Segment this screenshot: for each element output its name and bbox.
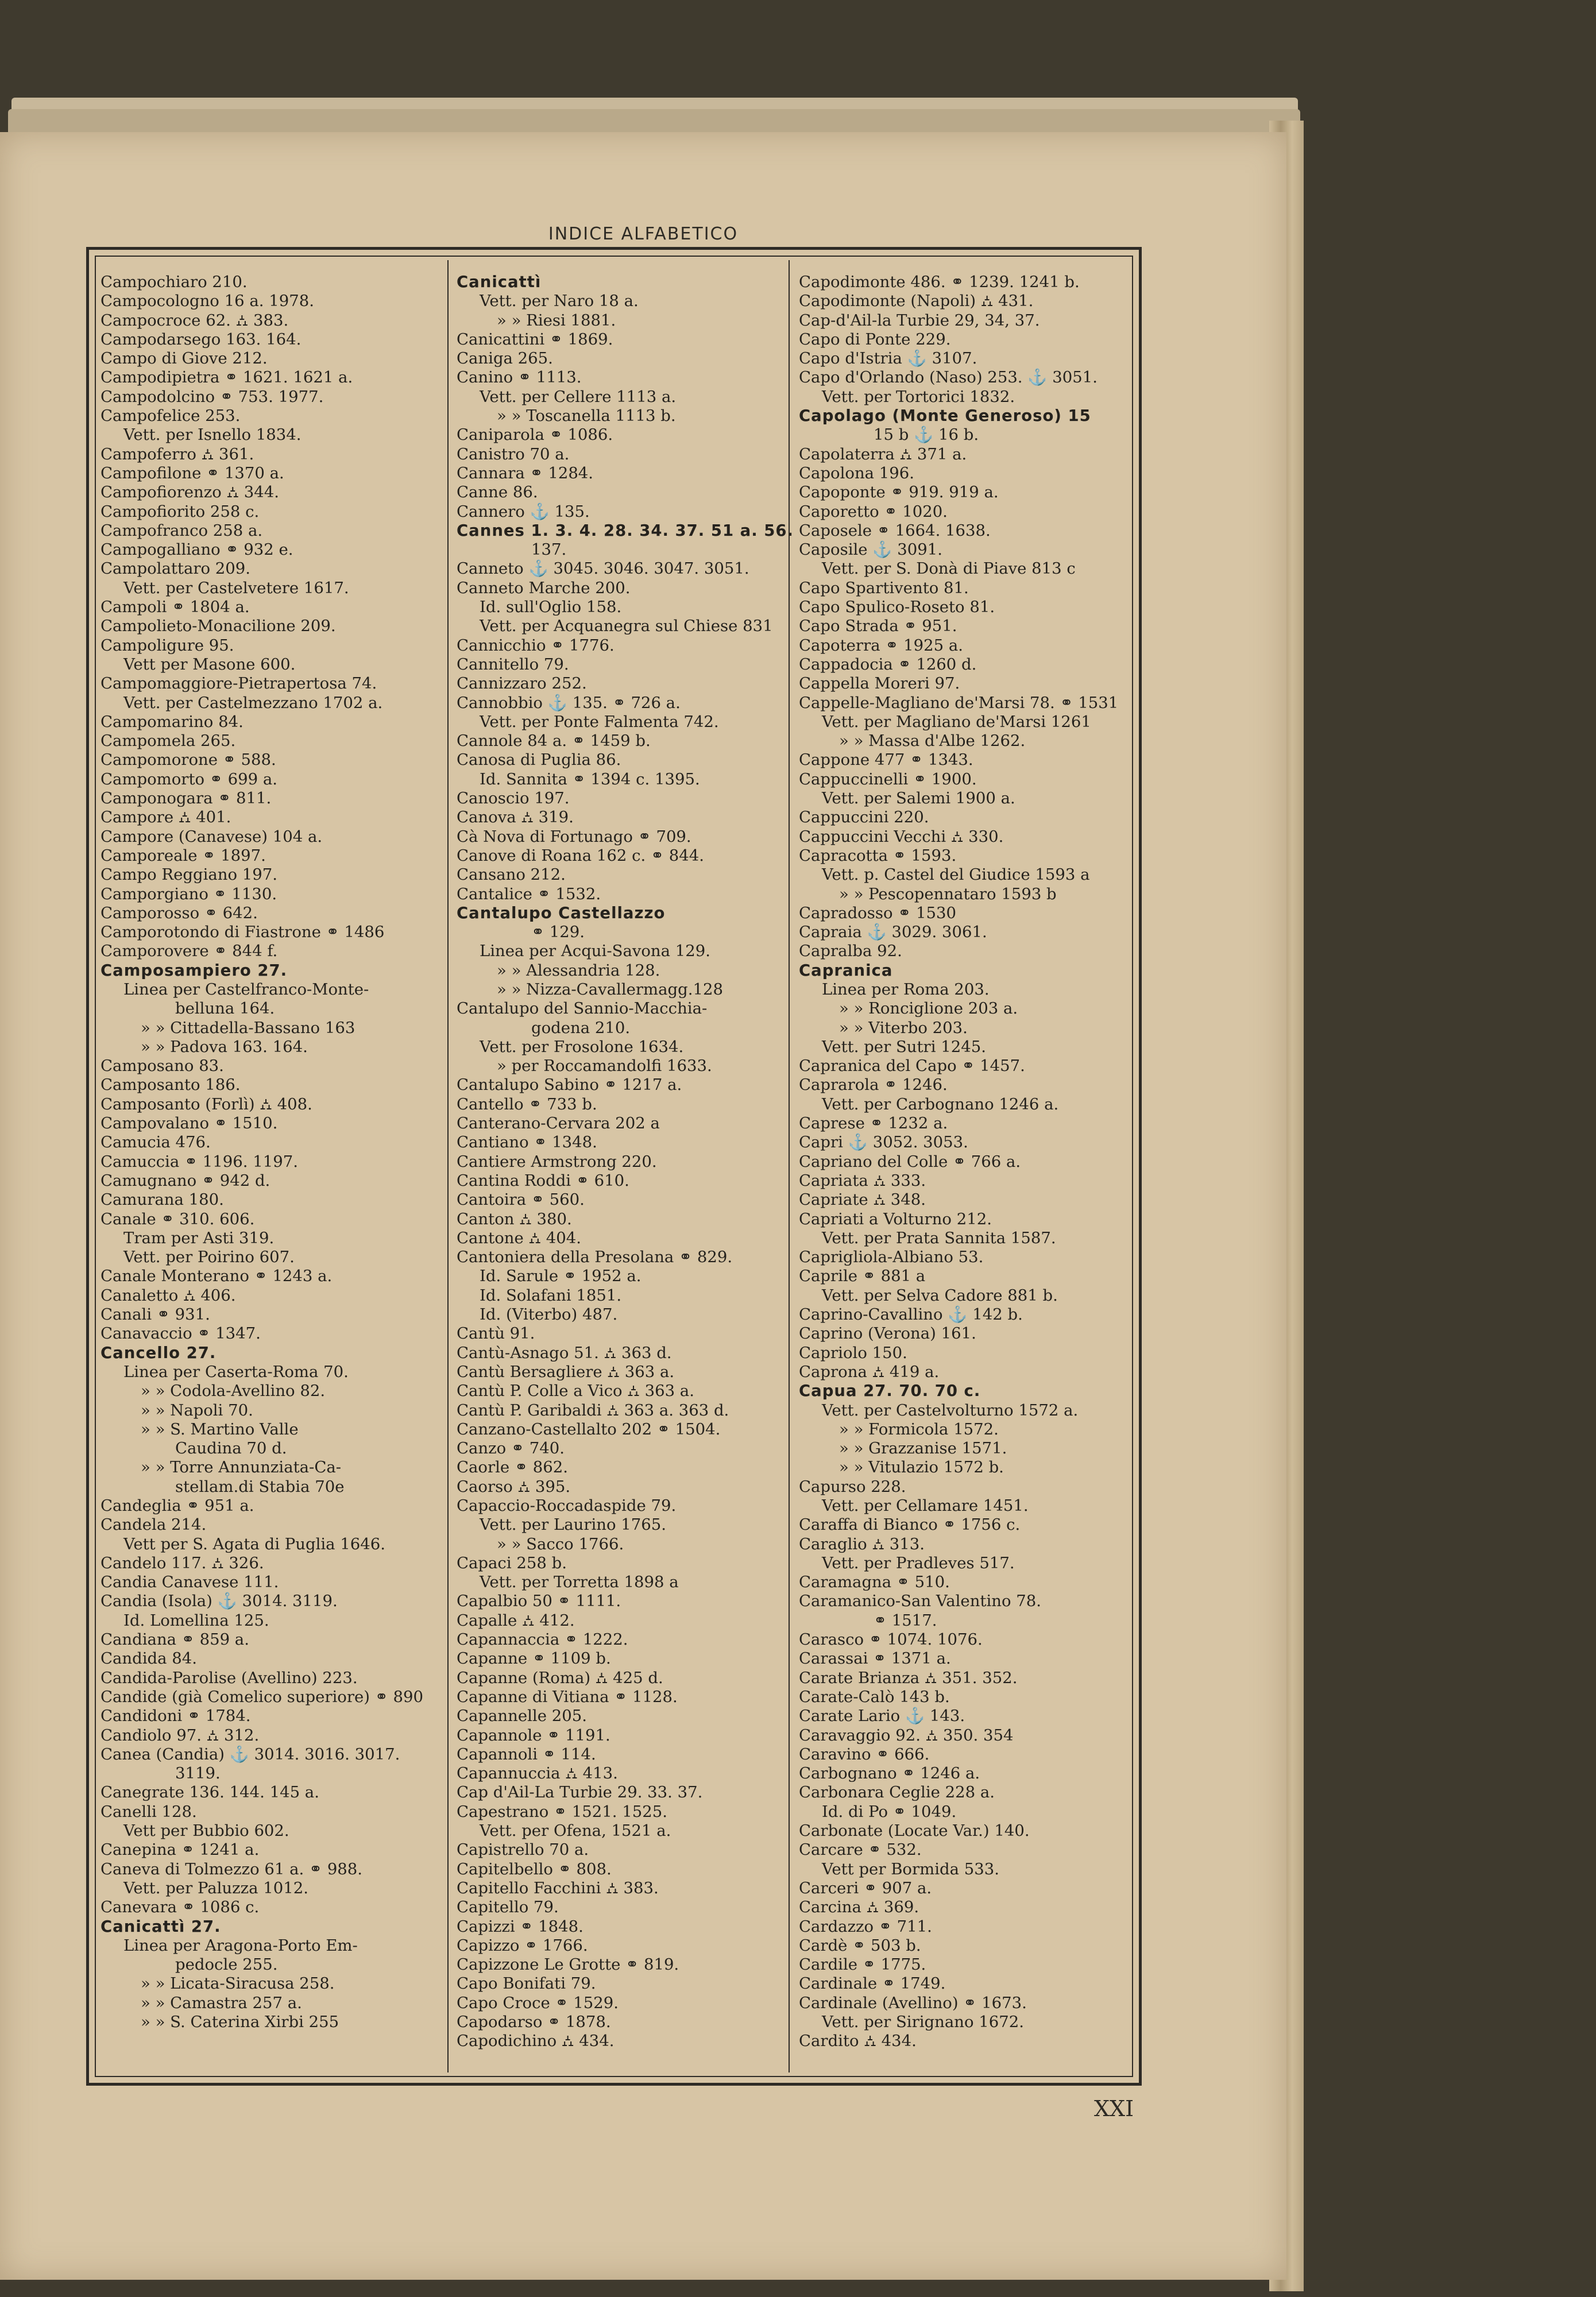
- index-entry: » » Camastra 257 a.: [141, 1993, 302, 2012]
- index-entry: Tram per Asti 319.: [123, 1228, 275, 1247]
- index-entry: ⚭ 129.: [531, 923, 585, 942]
- index-entry: Carate Brianza ⛼ 351. 352.: [799, 1668, 1018, 1687]
- index-entry: » » Sacco 1766.: [497, 1534, 624, 1553]
- index-entry: Candiolo 97. ⛼ 312.: [101, 1726, 260, 1745]
- index-entry: Caporetto ⚭ 1020.: [799, 502, 948, 521]
- index-entry: Vett. p. Castel del Giudice 1593 a: [822, 865, 1090, 884]
- index-entry: Capitello 79.: [457, 1898, 559, 1917]
- index-entry: Canton ⛼ 380.: [457, 1209, 572, 1228]
- index-entry: Camposano 83.: [101, 1057, 224, 1076]
- index-entry: Campodolcino ⚭ 753. 1977.: [101, 387, 324, 406]
- index-entry: Capri ⚓ 3052. 3053.: [799, 1133, 968, 1152]
- index-entry: Candide (già Comelico superiore) ⚭ 890: [101, 1687, 424, 1706]
- index-entry: Vett. per Cellere 1113 a.: [480, 387, 677, 406]
- index-entry: Capizzo ⚭ 1766.: [457, 1936, 588, 1955]
- index-entry: » » Vitulazio 1572 b.: [839, 1458, 1004, 1477]
- index-entry: » » Ronciglione 203 a.: [839, 999, 1018, 1018]
- index-entry: Canaletto ⛼ 406.: [101, 1286, 236, 1305]
- index-entry: Cantù P. Colle a Vico ⛼ 363 a.: [457, 1382, 694, 1401]
- index-entry: Caprino-Cavallino ⚓ 142 b.: [799, 1305, 1023, 1324]
- index-entry: Campofiorenzo ⛼ 344.: [101, 483, 280, 502]
- index-entry: Camporosso ⚭ 642.: [101, 903, 258, 922]
- index-entry: Capo Strada ⚭ 951.: [799, 617, 957, 636]
- index-entry: Vett. per Tortorici 1832.: [822, 387, 1015, 406]
- index-entry: » » S. Caterina Xirbi 255: [141, 2013, 339, 2032]
- index-entry: Cardè ⚭ 503 b.: [799, 1936, 921, 1955]
- index-entry: Linea per Caserta-Roma 70.: [123, 1362, 349, 1381]
- index-entry: Canzano-Castellalto 202 ⚭ 1504.: [457, 1420, 721, 1438]
- index-entry: Caudina 70 d.: [175, 1439, 287, 1458]
- index-entry: Canino ⚭ 1113.: [457, 368, 582, 387]
- index-entry: Cantalupo Castellazzo: [457, 903, 666, 922]
- index-entry: Capolaterra ⛼ 371 a.: [799, 444, 967, 463]
- index-entry: Vett. per Selva Cadore 881 b.: [822, 1286, 1058, 1305]
- index-entry: Cappuccini 220.: [799, 808, 929, 827]
- index-entry: » » Pescopennataro 1593 b: [839, 884, 1057, 903]
- index-entry: Cantù P. Garibaldi ⛼ 363 a. 363 d.: [457, 1401, 729, 1420]
- index-entry: Cannara ⚭ 1284.: [457, 463, 594, 482]
- index-entry: Campolattaro 209.: [101, 559, 251, 578]
- index-entry: » » Torre Annunziata-Ca-: [141, 1458, 342, 1477]
- index-entry: Id. Lomellina 125.: [123, 1611, 269, 1630]
- index-entry: Vett. per Carbognano 1246 a.: [822, 1095, 1059, 1113]
- index-entry: Capolona 196.: [799, 463, 915, 482]
- index-entry: Vett. per Castelvetere 1617.: [123, 578, 349, 597]
- index-entry: Vett. per Ofena, 1521 a.: [480, 1822, 671, 1840]
- index-entry: Canneto ⚓ 3045. 3046. 3047. 3051.: [457, 559, 749, 578]
- index-entry: Cap-d'Ail-la Turbie 29, 34, 37.: [799, 311, 1040, 330]
- index-entry: Campocologno 16 a. 1978.: [101, 292, 314, 311]
- index-entry: Cappelle-Magliano de'Marsi 78. ⚭ 1531: [799, 693, 1119, 712]
- index-entry: Capracotta ⚭ 1593.: [799, 846, 957, 865]
- index-entry: Canterano-Cervara 202 a: [457, 1114, 660, 1133]
- index-entry: Cappuccini Vecchi ⛼ 330.: [799, 827, 1004, 846]
- index-entry: Caprese ⚭ 1232 a.: [799, 1114, 948, 1133]
- index-entry: Vett. per Pradleves 517.: [822, 1553, 1015, 1572]
- index-entry: Campomela 265.: [101, 732, 236, 751]
- index-entry: Campovalano ⚭ 1510.: [101, 1114, 278, 1133]
- index-entry: » » Viterbo 203.: [839, 1018, 968, 1037]
- index-entry: Vett. per Torretta 1898 a: [480, 1573, 679, 1592]
- index-entry: Caraffa di Bianco ⚭ 1756 c.: [799, 1515, 1021, 1534]
- index-entry: Campore ⛼ 401.: [101, 808, 231, 827]
- index-entry: Capriolo 150.: [799, 1343, 907, 1362]
- index-entry: Capanne ⚭ 1109 b.: [457, 1649, 611, 1668]
- index-entry: Cancello 27.: [101, 1343, 217, 1362]
- index-entry: Carasco ⚭ 1074. 1076.: [799, 1630, 983, 1649]
- index-entry: Vett. per Poirino 607.: [123, 1248, 295, 1267]
- index-entry: Capodarso ⚭ 1878.: [457, 2013, 611, 2032]
- index-entry: Capriate ⛼ 348.: [799, 1190, 926, 1209]
- index-entry: Capitello Facchini ⛼ 383.: [457, 1878, 659, 1897]
- index-entry: Caorle ⚭ 862.: [457, 1458, 568, 1477]
- index-entry: Vett. per Castelvolturno 1572 a.: [822, 1401, 1079, 1420]
- index-entry: Camporotondo di Fiastrone ⚭ 1486: [101, 923, 385, 942]
- index-entry: Candiana ⚭ 859 a.: [101, 1630, 249, 1649]
- index-entry: Canosa di Puglia 86.: [457, 751, 621, 769]
- index-entry: » » Riesi 1881.: [497, 311, 616, 330]
- index-entry: Canova ⛼ 319.: [457, 808, 574, 827]
- index-entry: Cantalupo del Sannio-Macchia-: [457, 999, 708, 1018]
- index-entry: Capradosso ⚭ 1530: [799, 903, 957, 922]
- index-entry: Campomorto ⚭ 699 a.: [101, 769, 277, 788]
- index-entry: Capodimonte (Napoli) ⛼ 431.: [799, 292, 1034, 311]
- index-entry: Capriata ⛼ 333.: [799, 1171, 926, 1190]
- index-entry: Vett per Bormida 533.: [822, 1859, 999, 1878]
- index-entry: Cardito ⛼ 434.: [799, 2032, 917, 2051]
- index-entry: Capurso 228.: [799, 1477, 906, 1496]
- index-entry: » » S. Martino Valle: [141, 1420, 299, 1438]
- index-entry: Caorso ⛼ 395.: [457, 1477, 571, 1496]
- index-entry: Canea (Candia) ⚓ 3014. 3016. 3017.: [101, 1745, 400, 1764]
- index-entry: Caprigliola-Albiano 53.: [799, 1248, 984, 1267]
- index-entry: Campoferro ⛼ 361.: [101, 444, 254, 463]
- index-entry: Camposanto (Forlì) ⛼ 408.: [101, 1095, 312, 1113]
- index-entry: Capaccio-Roccadaspide 79.: [457, 1496, 677, 1515]
- index-entry: » per Roccamandolfi 1633.: [497, 1057, 712, 1076]
- index-entry: Camporeale ⚭ 1897.: [101, 846, 266, 865]
- index-entry: Cantù 91.: [457, 1324, 535, 1343]
- index-column-3: [799, 273, 1143, 2051]
- index-entry: Id. sull'Oglio 158.: [480, 598, 622, 617]
- index-entry: » » Grazzanise 1571.: [839, 1439, 1007, 1458]
- index-entry: Capoponte ⚭ 919. 919 a.: [799, 483, 999, 502]
- index-entry: Carbognano ⚭ 1246 a.: [799, 1764, 980, 1783]
- index-entry: Camporovere ⚭ 844 f.: [101, 942, 278, 961]
- index-entry: Campogalliano ⚭ 932 e.: [101, 540, 293, 559]
- index-entry: Camponogara ⚭ 811.: [101, 789, 272, 808]
- index-entry: Vett. per Cellamare 1451.: [822, 1496, 1029, 1515]
- index-entry: Campo di Giove 212.: [101, 349, 268, 368]
- index-entry: Canicattì: [457, 273, 542, 291]
- index-entry: Cantoniera della Presolana ⚭ 829.: [457, 1248, 733, 1267]
- index-entry: Cannole 84 a. ⚭ 1459 b.: [457, 732, 651, 751]
- index-entry: Canavaccio ⚭ 1347.: [101, 1324, 261, 1343]
- index-entry: ⚭ 1517.: [874, 1611, 937, 1630]
- index-entry: Canneto Marche 200.: [457, 578, 631, 597]
- index-entry: godena 210.: [531, 1018, 631, 1037]
- index-entry: Vett. per Sirignano 1672.: [822, 2013, 1024, 2032]
- index-entry: Capua 27. 70. 70 c.: [799, 1382, 981, 1401]
- index-entry: Caramanico-San Valentino 78.: [799, 1592, 1041, 1611]
- index-frame: [86, 247, 1142, 2086]
- index-entry: Capo Spartivento 81.: [799, 578, 969, 597]
- index-entry: Capanne di Vitiana ⚭ 1128.: [457, 1687, 678, 1706]
- index-entry: » » Alessandria 128.: [497, 961, 660, 980]
- index-entry: Caravaggio 92. ⛼ 350. 354: [799, 1726, 1014, 1745]
- index-entry: Capannole ⚭ 1191.: [457, 1726, 610, 1745]
- index-entry: Cannizzaro 252.: [457, 674, 587, 693]
- index-entry: Canicattì 27.: [101, 1917, 221, 1936]
- index-entry: Capoterra ⚭ 1925 a.: [799, 636, 963, 655]
- index-entry: Carcare ⚭ 532.: [799, 1840, 922, 1859]
- index-entry: pedocle 255.: [175, 1955, 278, 1974]
- index-entry: » » Massa d'Albe 1262.: [839, 732, 1026, 751]
- index-entry: Camporgiano ⚭ 1130.: [101, 884, 277, 903]
- index-entry: Caprona ⛼ 419 a.: [799, 1362, 940, 1381]
- index-column-2: [457, 273, 801, 2051]
- index-entry: Capannuccia ⛼ 413.: [457, 1764, 618, 1783]
- index-entry: Capaci 258 b.: [457, 1553, 567, 1572]
- index-entry: » » Toscanella 1113 b.: [497, 407, 676, 426]
- index-entry: belluna 164.: [175, 999, 275, 1018]
- index-entry: Capo Croce ⚭ 1529.: [457, 1993, 619, 2012]
- index-entry: Cardinale (Avellino) ⚭ 1673.: [799, 1993, 1027, 2012]
- index-entry: » » Cittadella-Bassano 163: [141, 1018, 355, 1037]
- index-entry: Carcina ⛼ 369.: [799, 1898, 919, 1917]
- index-entry: Capodichino ⛼ 434.: [457, 2032, 615, 2051]
- index-entry: Vett. per Acquanegra sul Chiese 831: [480, 617, 773, 636]
- index-entry: Vett. per Salemi 1900 a.: [822, 789, 1015, 808]
- index-entry: Id. Solafani 1851.: [480, 1286, 622, 1305]
- index-entry: Vett. per Magliano de'Marsi 1261: [822, 712, 1091, 731]
- index-entry: Campoligure 95.: [101, 636, 234, 655]
- index-entry: Cantina Roddi ⚭ 610.: [457, 1171, 629, 1190]
- index-entry: Cardazzo ⚭ 711.: [799, 1917, 932, 1936]
- index-entry: Vett. per Naro 18 a.: [480, 292, 639, 311]
- page-number: XXI: [1094, 2096, 1134, 2121]
- index-entry: Campochiaro 210.: [101, 273, 248, 291]
- index-entry: Cappadocia ⚭ 1260 d.: [799, 655, 977, 674]
- index-entry: Vett. per Castelmezzano 1702 a.: [123, 693, 383, 712]
- index-entry: Cannicchio ⚭ 1776.: [457, 636, 615, 655]
- index-entry: Vett. per Laurino 1765.: [480, 1515, 667, 1534]
- index-entry: Caniparola ⚭ 1086.: [457, 426, 613, 444]
- index-entry: Caposele ⚭ 1664. 1638.: [799, 521, 991, 540]
- index-entry: Campo Reggiano 197.: [101, 865, 278, 884]
- index-entry: » » Nizza-Cavallermagg.128: [497, 980, 723, 999]
- index-entry: Capanne (Roma) ⛼ 425 d.: [457, 1668, 663, 1687]
- index-entry: Vett per Masone 600.: [123, 655, 296, 674]
- index-entry: Cantoira ⚭ 560.: [457, 1190, 585, 1209]
- index-entry: Capo Bonifati 79.: [457, 1974, 596, 1993]
- index-entry: Carassai ⚭ 1371 a.: [799, 1649, 951, 1668]
- index-entry: Carate-Calò 143 b.: [799, 1687, 950, 1706]
- index-entry: Candidoni ⚭ 1784.: [101, 1707, 251, 1726]
- index-entry: » » Napoli 70.: [141, 1401, 253, 1420]
- index-entry: Cantone ⛼ 404.: [457, 1228, 582, 1247]
- index-entry: Candelo 117. ⛼ 326.: [101, 1553, 264, 1572]
- index-entry: Campofranco 258 a.: [101, 521, 263, 540]
- index-column-1: [101, 273, 445, 2032]
- column-rule-1: [447, 260, 449, 2072]
- index-entry: Canoscio 197.: [457, 789, 570, 808]
- index-entry: Caneva di Tolmezzo 61 a. ⚭ 988.: [101, 1859, 363, 1878]
- index-entry: Vett. per Frosolone 1634.: [480, 1037, 684, 1056]
- index-entry: Vett. per S. Donà di Piave 813 c: [822, 559, 1076, 578]
- index-entry: Canove di Roana 162 c. ⚭ 844.: [457, 846, 705, 865]
- index-entry: Vett per S. Agata di Puglia 1646.: [123, 1534, 386, 1553]
- index-entry: Capranica: [799, 961, 893, 980]
- index-entry: Camurana 180.: [101, 1190, 224, 1209]
- index-entry: Candida-Parolise (Avellino) 223.: [101, 1668, 358, 1687]
- index-entry: Campore (Canavese) 104 a.: [101, 827, 323, 846]
- index-entry: Cappella Moreri 97.: [799, 674, 960, 693]
- index-entry: » » Formicola 1572.: [839, 1420, 999, 1438]
- index-entry: Cannitello 79.: [457, 655, 569, 674]
- index-entry: Capestrano ⚭ 1521. 1525.: [457, 1802, 668, 1821]
- index-entry: Cardile ⚭ 1775.: [799, 1955, 926, 1974]
- index-entry: Cantiere Armstrong 220.: [457, 1152, 657, 1171]
- index-entry: Candia Canavese 111.: [101, 1573, 279, 1592]
- index-entry: Canne 86.: [457, 483, 538, 502]
- index-entry: Capranica del Capo ⚭ 1457.: [799, 1057, 1025, 1076]
- index-entry: Cansano 212.: [457, 865, 566, 884]
- index-entry: Cantalupo Sabino ⚭ 1217 a.: [457, 1076, 682, 1095]
- index-entry: Cannero ⚓ 135.: [457, 502, 590, 521]
- index-entry: Cantù Bersagliere ⛼ 363 a.: [457, 1362, 675, 1381]
- index-entry: Capalbio 50 ⚭ 1111.: [457, 1592, 621, 1611]
- index-entry: Linea per Roma 203.: [822, 980, 990, 999]
- index-entry: Capriano del Colle ⚭ 766 a.: [799, 1152, 1021, 1171]
- index-entry: Capo Spulico-Roseto 81.: [799, 598, 995, 617]
- index-entry: Capo di Ponte 229.: [799, 330, 951, 349]
- index-entry: Caprino (Verona) 161.: [799, 1324, 976, 1343]
- index-entry: Capannoli ⚭ 114.: [457, 1745, 596, 1764]
- index-entry: Camucia 476.: [101, 1133, 211, 1152]
- index-entry: » » Padova 163. 164.: [141, 1037, 308, 1056]
- index-entry: Carbonate (Locate Var.) 140.: [799, 1822, 1030, 1840]
- index-entry: Campoli ⚭ 1804 a.: [101, 598, 250, 617]
- index-entry: Capriati a Volturno 212.: [799, 1209, 992, 1228]
- index-entry: Caramagna ⚭ 510.: [799, 1573, 950, 1592]
- index-entry: Canale ⚭ 310. 606.: [101, 1209, 255, 1228]
- index-entry: Campodipietra ⚭ 1621. 1621 a.: [101, 368, 353, 387]
- index-entry: Id. (Viterbo) 487.: [480, 1305, 618, 1324]
- index-entry: Canicattini ⚭ 1869.: [457, 330, 613, 349]
- index-entry: Carbonara Ceglie 228 a.: [799, 1783, 995, 1802]
- index-entry: Campodarsego 163. 164.: [101, 330, 302, 349]
- index-entry: Cannes 1. 3. 4. 28. 34. 37. 51 a. 56.: [457, 521, 794, 540]
- index-entry: Vett. per Prata Sannita 1587.: [822, 1228, 1056, 1247]
- index-entry: Campofiorito 258 c.: [101, 502, 260, 521]
- index-entry: Campofilone ⚭ 1370 a.: [101, 463, 284, 482]
- index-entry: Camposampiero 27.: [101, 961, 288, 980]
- index-entry: Carceri ⚭ 907 a.: [799, 1878, 932, 1897]
- index-entry: Canzo ⚭ 740.: [457, 1439, 565, 1458]
- index-entry: Linea per Castelfranco-Monte-: [123, 980, 369, 999]
- index-entry: Carate Lario ⚓ 143.: [799, 1707, 965, 1726]
- index-entry: Campomaggiore-Pietrapertosa 74.: [101, 674, 377, 693]
- index-entry: Canevara ⚭ 1086 c.: [101, 1898, 260, 1917]
- index-entry: Capannaccia ⚭ 1222.: [457, 1630, 628, 1649]
- index-entry: Canale Monterano ⚭ 1243 a.: [101, 1267, 333, 1286]
- index-entry: 3119.: [175, 1764, 221, 1783]
- index-entry: Caposile ⚓ 3091.: [799, 540, 943, 559]
- index-entry: Cantalice ⚭ 1532.: [457, 884, 601, 903]
- index-entry: Vett. per Sutri 1245.: [822, 1037, 986, 1056]
- index-entry: Vett. per Paluzza 1012.: [123, 1878, 308, 1897]
- index-entry: Capralba 92.: [799, 942, 902, 961]
- index-entry: Camugnano ⚭ 942 d.: [101, 1171, 270, 1190]
- index-entry: Campolieto-Monacilione 209.: [101, 617, 336, 636]
- index-entry: » » Licata-Siracusa 258.: [141, 1974, 335, 1993]
- index-entry: Capalle ⛼ 412.: [457, 1611, 575, 1630]
- index-entry: Camuccia ⚭ 1196. 1197.: [101, 1152, 298, 1171]
- index-entry: Capodimonte 486. ⚭ 1239. 1241 b.: [799, 273, 1080, 291]
- index-entry: Canistro 70 a.: [457, 444, 570, 463]
- index-entry: Campomorone ⚭ 588.: [101, 751, 276, 769]
- index-entry: Campomarino 84.: [101, 712, 244, 731]
- index-entry: Canali ⚭ 931.: [101, 1305, 210, 1324]
- index-entry: Capolago (Monte Generoso) 15: [799, 407, 1091, 426]
- index-entry: 15 b ⚓ 16 b.: [874, 426, 979, 444]
- index-entry: Caraglio ⛼ 313.: [799, 1534, 925, 1553]
- book-page: [0, 132, 1286, 2280]
- index-entry: Vett. per Isnello 1834.: [123, 426, 302, 444]
- index-entry: Capo d'Orlando (Naso) 253. ⚓ 3051.: [799, 368, 1098, 387]
- index-entry: Candela 214.: [101, 1515, 207, 1534]
- index-entry: Canepina ⚭ 1241 a.: [101, 1840, 260, 1859]
- index-entry: Capizzi ⚭ 1848.: [457, 1917, 583, 1936]
- index-entry: Campocroce 62. ⛼ 383.: [101, 311, 289, 330]
- index-entry: Cappone 477 ⚭ 1343.: [799, 751, 973, 769]
- index-entry: Candida 84.: [101, 1649, 198, 1668]
- index-entry: Id. Sarule ⚭ 1952 a.: [480, 1267, 642, 1286]
- index-entry: Cappuccinelli ⚭ 1900.: [799, 769, 977, 788]
- index-entry: Id. di Po ⚭ 1049.: [822, 1802, 957, 1821]
- page-header: INDICE ALFABETICO: [548, 224, 739, 244]
- index-entry: Cantello ⚭ 733 b.: [457, 1095, 597, 1113]
- index-entry: Candeglia ⚭ 951 a.: [101, 1496, 254, 1515]
- index-entry: Cannobbio ⚓ 135. ⚭ 726 a.: [457, 693, 681, 712]
- index-entry: 137.: [531, 540, 567, 559]
- index-entry: Cantiano ⚭ 1348.: [457, 1133, 597, 1152]
- index-entry: Cantù-Asnago 51. ⛼ 363 d.: [457, 1343, 672, 1362]
- index-entry: Id. Sannita ⚭ 1394 c. 1395.: [480, 769, 700, 788]
- index-entry: Capitelbello ⚭ 808.: [457, 1859, 612, 1878]
- index-entry: Caniga 265.: [457, 349, 553, 368]
- index-entry: Capraia ⚓ 3029. 3061.: [799, 923, 987, 942]
- index-entry: » » Codola-Avellino 82.: [141, 1382, 326, 1401]
- index-entry: Caravino ⚭ 666.: [799, 1745, 930, 1764]
- index-entry: Capistrello 70 a.: [457, 1840, 589, 1859]
- index-entry: Linea per Aragona-Porto Em-: [123, 1936, 358, 1955]
- index-entry: Cà Nova di Fortunago ⚭ 709.: [457, 827, 691, 846]
- index-entry: Canelli 128.: [101, 1802, 197, 1821]
- index-entry: Capo d'Istria ⚓ 3107.: [799, 349, 977, 368]
- index-entry: Caprile ⚭ 881 a: [799, 1267, 926, 1286]
- index-entry: stellam.di Stabia 70e: [175, 1477, 345, 1496]
- index-entry: Vett per Bubbio 602.: [123, 1822, 289, 1840]
- index-entry: Candia (Isola) ⚓ 3014. 3119.: [101, 1592, 338, 1611]
- index-entry: Cardinale ⚭ 1749.: [799, 1974, 946, 1993]
- index-entry: Campofelice 253.: [101, 407, 241, 426]
- index-entry: Vett. per Ponte Falmenta 742.: [480, 712, 719, 731]
- index-frame-inner: [95, 256, 1133, 2077]
- index-entry: Linea per Acqui-Savona 129.: [480, 942, 711, 961]
- index-entry: Cap d'Ail-La Turbie 29. 33. 37.: [457, 1783, 703, 1802]
- index-entry: Camposanto 186.: [101, 1076, 241, 1095]
- index-entry: Capannelle 205.: [457, 1707, 587, 1726]
- index-entry: Capizzone Le Grotte ⚭ 819.: [457, 1955, 679, 1974]
- index-entry: Caprarola ⚭ 1246.: [799, 1076, 948, 1095]
- index-entry: Canegrate 136. 144. 145 a.: [101, 1783, 319, 1802]
